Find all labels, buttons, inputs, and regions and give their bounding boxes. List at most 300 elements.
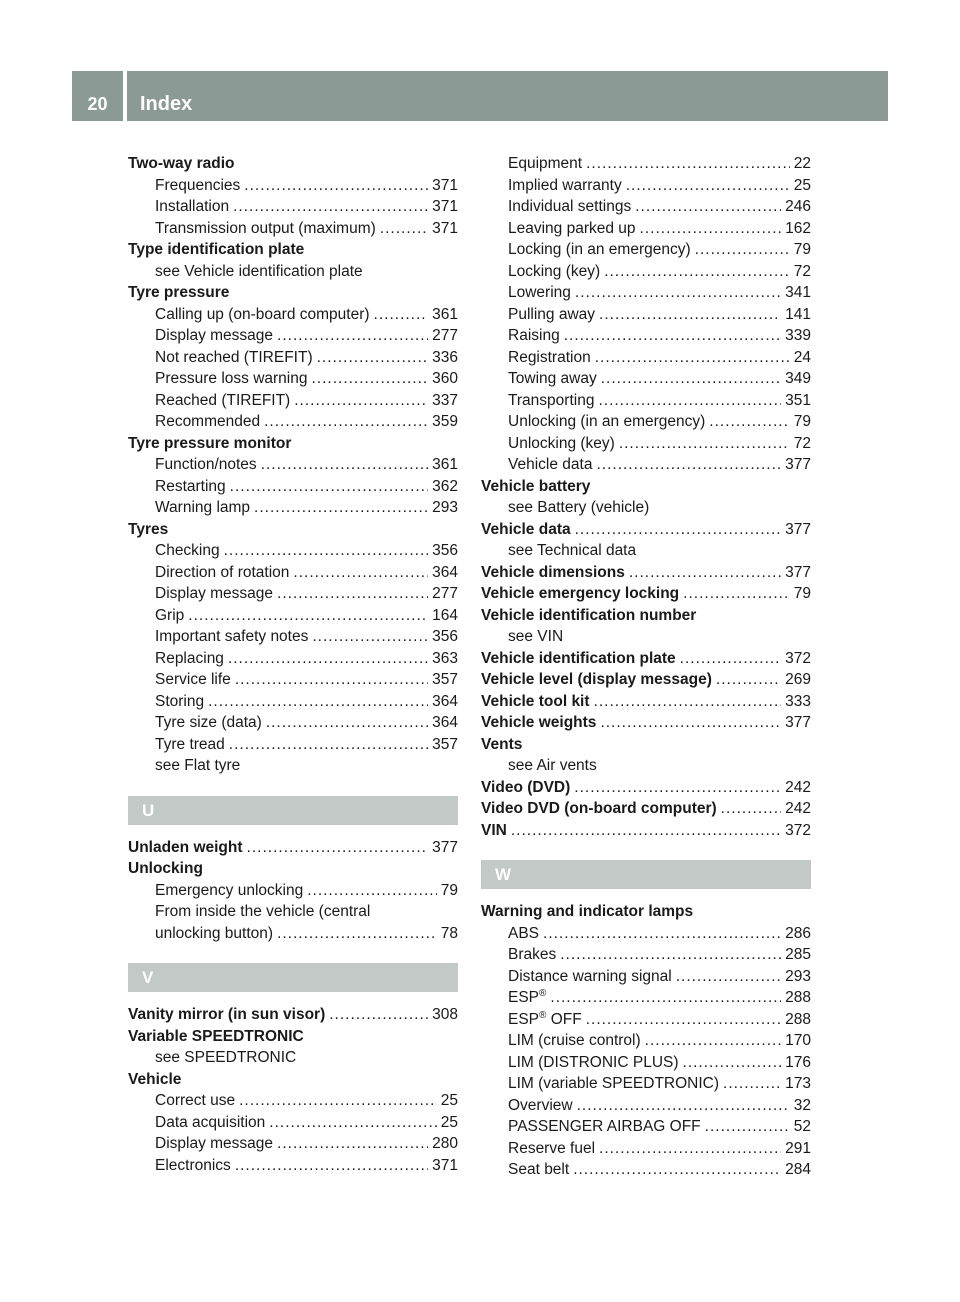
entry-text: Locking (in an emergency) (508, 241, 691, 258)
index-entry (128, 880, 458, 902)
entry-text: Individual settings (508, 198, 632, 215)
page-reference: 372 (785, 821, 811, 839)
page-reference: 79 (793, 241, 811, 258)
entry-text: Storing (155, 692, 205, 710)
dot-leader (266, 712, 428, 734)
page-reference: 377 (785, 563, 811, 581)
page-reference: 349 (785, 370, 811, 387)
dot-leader (586, 153, 790, 175)
index-entry (128, 261, 458, 283)
entry-text: see SPEEDTRONIC (155, 1049, 297, 1066)
dot-leader (575, 282, 781, 304)
dot-leader (680, 648, 781, 670)
page-reference: 364 (432, 563, 458, 581)
dot-leader (244, 175, 428, 197)
entry-text: Two-way radio (128, 155, 235, 172)
entry-text: Tyre tread (155, 735, 225, 753)
page-reference: 357 (432, 671, 458, 688)
index-entry (128, 196, 458, 218)
entry-text: see Battery (vehicle) (508, 499, 650, 516)
dot-leader (619, 433, 790, 455)
entry-text: Vehicle weights (481, 714, 597, 731)
dot-leader (564, 325, 781, 347)
page-reference: 356 (432, 542, 458, 559)
entry-text: Raising (508, 327, 560, 344)
index-heading (481, 777, 811, 799)
page-reference: 25 (440, 1113, 458, 1131)
index-entry (481, 1159, 811, 1181)
index-heading (481, 562, 811, 584)
index-entry (481, 1052, 811, 1074)
entry-text: Brakes (508, 946, 557, 963)
index-entry (481, 755, 811, 777)
page-reference: 286 (785, 924, 811, 942)
entry-text: Transporting (508, 391, 595, 409)
entry-text: Vehicle tool kit (481, 692, 590, 710)
entry-text: Video DVD (on-board computer) (481, 800, 717, 817)
page-reference: 25 (793, 176, 811, 194)
index-entry (481, 1095, 811, 1117)
page-reference: 377 (785, 520, 811, 538)
dot-leader (307, 880, 437, 902)
entry-text: Pulling away (508, 305, 596, 323)
index-heading (481, 669, 811, 691)
dot-leader (594, 691, 782, 713)
page-reference: 363 (432, 649, 458, 667)
page-reference: 24 (793, 348, 811, 366)
dot-leader (239, 1090, 437, 1112)
entry-text: Warning lamp (155, 499, 251, 516)
index-entry (128, 325, 458, 347)
index-entry (128, 476, 458, 498)
page-reference: 242 (785, 800, 811, 817)
page-reference: 291 (785, 1139, 811, 1157)
page-reference: 351 (785, 391, 811, 409)
page-reference: 176 (785, 1053, 811, 1071)
page-reference: 141 (785, 305, 811, 323)
dot-leader (228, 648, 428, 670)
index-heading (128, 858, 458, 880)
index-heading (128, 282, 458, 304)
index-entry (481, 411, 811, 433)
dot-leader (575, 519, 782, 541)
page-reference: 280 (432, 1135, 458, 1152)
index-heading (481, 734, 811, 756)
index-heading (481, 901, 811, 923)
index-entry (128, 712, 458, 734)
index-entry (128, 1047, 458, 1069)
index-entry (128, 1155, 458, 1177)
index-heading (128, 433, 458, 455)
index-entry (128, 304, 458, 326)
page-reference: 288 (785, 1010, 811, 1028)
index-entry (128, 626, 458, 648)
section-header: V (128, 963, 458, 992)
index-entry (481, 1009, 811, 1031)
dot-leader (235, 669, 428, 691)
page-reference: 359 (432, 413, 458, 430)
entry-text: Vehicle data (481, 520, 571, 538)
entry-text: Service life (155, 671, 231, 688)
entry-text: Video (DVD) (481, 778, 571, 796)
index-entry (128, 901, 458, 923)
entry-text: Function/notes (155, 456, 257, 473)
entry-text: ESP® OFF (508, 1009, 582, 1028)
dot-leader (709, 411, 789, 433)
dot-leader (599, 304, 781, 326)
dot-leader (277, 1133, 428, 1155)
index-entry (128, 583, 458, 605)
index-entry (481, 196, 811, 218)
dot-leader (269, 1112, 436, 1134)
page-reference: 170 (785, 1032, 811, 1049)
page-reference: 308 (432, 1006, 458, 1023)
index-entry (481, 923, 811, 945)
entry-text: Vehicle dimensions (481, 563, 625, 581)
entry-text: Electronics (155, 1156, 231, 1174)
entry-text: see Air vents (508, 757, 597, 774)
entry-text: Warning and indicator lamps (481, 903, 694, 920)
entry-text: Type identification plate (128, 241, 305, 258)
index-entry (481, 1030, 811, 1052)
index-entry (128, 218, 458, 240)
dot-leader (293, 562, 428, 584)
index-entry (481, 454, 811, 476)
index-entry (128, 1112, 458, 1134)
entry-text: Display message (155, 585, 274, 602)
dot-leader (723, 1073, 781, 1095)
entry-text: Vehicle battery (481, 477, 591, 495)
index-entry (481, 175, 811, 197)
entry-text: ABS (508, 924, 540, 942)
entry-text: Vehicle data (508, 456, 593, 473)
index-heading (128, 239, 458, 261)
entry-text: Vehicle level (display message) (481, 671, 712, 688)
entry-text: Leaving parked up (508, 219, 636, 237)
index-heading (128, 837, 458, 859)
dot-leader (264, 411, 428, 433)
entry-text: Frequencies (155, 176, 241, 194)
entry-text: see Technical data (508, 542, 637, 559)
entry-text: Correct use (155, 1092, 236, 1109)
entry-text: Overview (508, 1096, 573, 1114)
entry-text: Tyre pressure (128, 284, 230, 301)
entry-text: Tyre size (data) (155, 714, 262, 731)
entry-text: Restarting (155, 477, 226, 495)
dot-leader (586, 1009, 781, 1031)
entry-text: Checking (155, 542, 220, 559)
dot-leader (695, 239, 790, 261)
entry-text: Vehicle identification plate (481, 649, 676, 667)
index-entry (128, 1133, 458, 1155)
entry-text: Calling up (on-board computer) (155, 305, 370, 323)
index-entry (481, 282, 811, 304)
index-entry (481, 261, 811, 283)
entry-text: see VIN (508, 628, 564, 645)
index-entry (128, 540, 458, 562)
entry-text: Important safety notes (155, 628, 309, 645)
dot-leader (629, 562, 781, 584)
index-entry (481, 304, 811, 326)
dot-leader (599, 1138, 781, 1160)
page-reference: 371 (432, 1156, 458, 1174)
index-entry (128, 411, 458, 433)
dot-leader (277, 325, 428, 347)
dot-leader (595, 347, 790, 369)
page-reference: 336 (432, 348, 458, 366)
entry-text: Display message (155, 1135, 274, 1152)
entry-text: Unlocking (in an emergency) (508, 413, 706, 430)
dot-leader (626, 175, 790, 197)
dot-leader (247, 837, 429, 859)
page-reference: 285 (785, 946, 811, 963)
page-reference: 372 (785, 649, 811, 667)
index-entry (481, 433, 811, 455)
index-entry (128, 175, 458, 197)
page-reference: 293 (785, 967, 811, 985)
entry-text: Locking (key) (508, 262, 601, 280)
entry-text: LIM (variable SPEEDTRONIC) (508, 1075, 720, 1092)
page-reference: 246 (785, 198, 811, 215)
page-reference: 356 (432, 628, 458, 645)
entry-text: Vehicle identification number (481, 606, 697, 624)
index-entry (481, 1116, 811, 1138)
entry-text: see Flat tyre (155, 757, 241, 774)
index-heading (481, 820, 811, 842)
page-reference: 25 (440, 1092, 458, 1109)
entry-text: Vents (481, 735, 523, 753)
entry-text: Vanity mirror (in sun visor) (128, 1006, 326, 1023)
entry-text: VIN (481, 821, 507, 839)
entry-text: Installation (155, 198, 230, 215)
index-heading (128, 1069, 458, 1091)
index-heading (481, 605, 811, 627)
dot-leader (294, 390, 428, 412)
index-entry (128, 454, 458, 476)
index-entry (128, 605, 458, 627)
dot-leader (598, 390, 781, 412)
index-heading (128, 1026, 458, 1048)
section-header: W (481, 860, 811, 889)
registered-mark: ® (539, 1009, 547, 1021)
entry-text: Variable SPEEDTRONIC (128, 1027, 304, 1045)
dot-leader (573, 1159, 781, 1181)
index-heading (128, 1004, 458, 1026)
dot-leader (233, 196, 428, 218)
page-reference: 277 (432, 327, 458, 344)
page-reference: 364 (432, 714, 458, 731)
dot-leader (277, 923, 437, 945)
dot-leader (511, 820, 781, 842)
page-reference: 79 (440, 881, 458, 899)
index-entry (128, 368, 458, 390)
dot-leader (596, 454, 781, 476)
entry-text: Tyres (128, 520, 169, 538)
entry-text: Reached (TIREFIT) (155, 391, 291, 409)
index-entry (128, 390, 458, 412)
dot-leader (208, 691, 428, 713)
index-column-right (481, 153, 811, 1181)
dot-leader (676, 966, 781, 988)
index-entry (481, 966, 811, 988)
index-heading (128, 519, 458, 541)
index-entry (128, 497, 458, 519)
index-entry (128, 734, 458, 756)
page-reference: 360 (432, 370, 458, 387)
entry-text: Lowering (508, 284, 571, 301)
index-entry (481, 325, 811, 347)
index-entry (481, 497, 811, 519)
page-reference: 164 (432, 606, 458, 624)
dot-leader (329, 1004, 428, 1026)
page-reference: 32 (793, 1096, 811, 1114)
page-reference: 361 (432, 305, 458, 323)
dot-leader (601, 368, 781, 390)
entry-text: Direction of rotation (155, 563, 290, 581)
entry-text: LIM (cruise control) (508, 1032, 641, 1049)
dot-leader (705, 1116, 790, 1138)
entry-text: Display message (155, 327, 274, 344)
dot-leader (645, 1030, 781, 1052)
page-reference: 72 (793, 262, 811, 280)
dot-leader (224, 540, 429, 562)
dot-leader (254, 497, 428, 519)
page-reference: 22 (793, 155, 811, 172)
index-entry (481, 368, 811, 390)
page-reference: 277 (432, 585, 458, 602)
entry-text: PASSENGER AIRBAG OFF (508, 1118, 701, 1135)
index-entry (481, 347, 811, 369)
entry-text: Vehicle emergency locking (481, 585, 680, 602)
index-entry (128, 648, 458, 670)
page-reference: 377 (785, 456, 811, 473)
dot-leader (640, 218, 782, 240)
index-entry (128, 691, 458, 713)
index-entry (481, 626, 811, 648)
entry-text: Equipment (508, 155, 583, 172)
dot-leader (574, 777, 781, 799)
page-reference: 341 (785, 284, 811, 301)
entry-text: Data acquisition (155, 1113, 266, 1131)
header-divider (123, 71, 127, 121)
entry-text: see Vehicle identification plate (155, 262, 363, 280)
entry-text: Grip (155, 606, 185, 624)
index-column-left (128, 153, 458, 1176)
page-reference: 371 (432, 198, 458, 215)
dot-leader (261, 454, 428, 476)
index-entry (128, 755, 458, 777)
dot-leader (600, 712, 781, 734)
page-title: Index (140, 93, 193, 115)
page-reference: 339 (785, 327, 811, 344)
entry-text: Implied warranty (508, 176, 622, 194)
entry-text: unlocking button) (155, 924, 274, 942)
index-entry (128, 923, 458, 945)
page-reference: 371 (432, 219, 458, 237)
entry-text: Vehicle (128, 1070, 182, 1088)
header-bar (72, 71, 888, 121)
dot-leader (635, 196, 781, 218)
index-entry (481, 540, 811, 562)
entry-text: Reserve fuel (508, 1139, 596, 1157)
page-reference: 242 (785, 778, 811, 796)
page-reference: 362 (432, 477, 458, 495)
entry-text: ESP® (508, 987, 547, 1006)
dot-leader (277, 583, 428, 605)
entry-text: Not reached (TIREFIT) (155, 348, 313, 366)
page-reference: 293 (432, 499, 458, 516)
page-reference: 371 (432, 176, 458, 194)
registered-mark: ® (539, 987, 547, 999)
dot-leader (543, 923, 781, 945)
dot-leader (229, 734, 428, 756)
page-reference: 52 (793, 1118, 811, 1135)
entry-text: Emergency unlocking (155, 881, 304, 899)
page-reference: 333 (785, 692, 811, 710)
entry-text: Replacing (155, 649, 224, 667)
index-entry (481, 1138, 811, 1160)
index-entry (481, 153, 811, 175)
dot-leader (188, 605, 428, 627)
page-reference: 173 (785, 1075, 811, 1092)
index-entry (481, 390, 811, 412)
index-entry (128, 1090, 458, 1112)
page-reference: 269 (785, 671, 811, 688)
entry-text: LIM (DISTRONIC PLUS) (508, 1053, 679, 1071)
index-heading (481, 798, 811, 820)
index-heading (128, 153, 458, 175)
entry-text: Unlocking (128, 860, 203, 877)
dot-leader (577, 1095, 790, 1117)
dot-leader (683, 1052, 782, 1074)
entry-text: Registration (508, 348, 591, 366)
entry-text: Pressure loss warning (155, 370, 308, 387)
dot-leader (235, 1155, 428, 1177)
page-reference: 377 (432, 838, 458, 856)
entry-text: Seat belt (508, 1161, 570, 1178)
entry-text: Tyre pressure monitor (128, 434, 292, 452)
page-reference: 288 (785, 989, 811, 1006)
page-reference: 162 (785, 219, 811, 237)
entry-text: Towing away (508, 370, 597, 387)
dot-leader (721, 798, 781, 820)
page-number: 20 (87, 94, 108, 114)
dot-leader (560, 944, 781, 966)
dot-leader (604, 261, 790, 283)
page-reference: 72 (793, 434, 811, 452)
dot-leader (380, 218, 428, 240)
index-entry (128, 669, 458, 691)
index-entry (481, 239, 811, 261)
entry-text: Unladen weight (128, 838, 243, 856)
index-heading (481, 712, 811, 734)
index-entry (481, 1073, 811, 1095)
entry-text: Unlocking (key) (508, 434, 615, 452)
index-heading (481, 583, 811, 605)
entry-text: Recommended (155, 413, 261, 430)
index-heading (481, 476, 811, 498)
page-reference: 78 (440, 924, 458, 942)
page-reference: 79 (793, 413, 811, 430)
entry-text: Transmission output (maximum) (155, 219, 376, 237)
dot-leader (550, 987, 781, 1009)
entry-text: Distance warning signal (508, 967, 672, 985)
page-reference: 377 (785, 714, 811, 731)
dot-leader (230, 476, 428, 498)
index-entry (128, 347, 458, 369)
page-reference: 337 (432, 391, 458, 409)
section-header: U (128, 796, 458, 825)
